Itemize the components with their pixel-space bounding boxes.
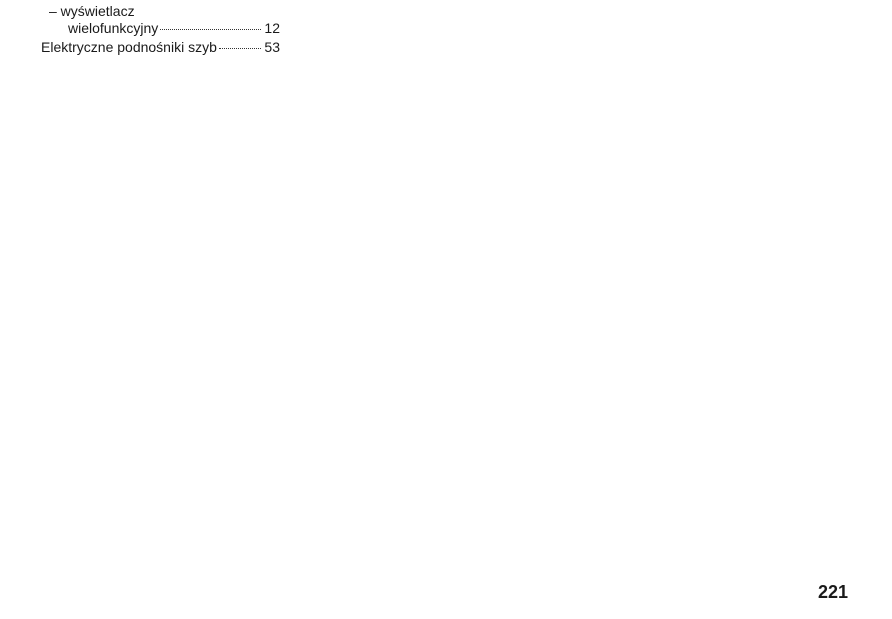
index-term: wielofunkcyjny: [68, 19, 159, 36]
index-term: – wyświetlacz: [49, 3, 135, 19]
index-page-number: 53: [264, 39, 280, 55]
index-entry: [41, 39, 280, 56]
page-number: 221: [818, 582, 849, 602]
dot-leader: [219, 48, 262, 49]
index-page-number: 12: [264, 19, 280, 36]
index-term: Elektryczne podnośniki szyb: [41, 39, 217, 55]
dot-leader: [160, 29, 261, 30]
index-entry: [49, 3, 280, 36]
